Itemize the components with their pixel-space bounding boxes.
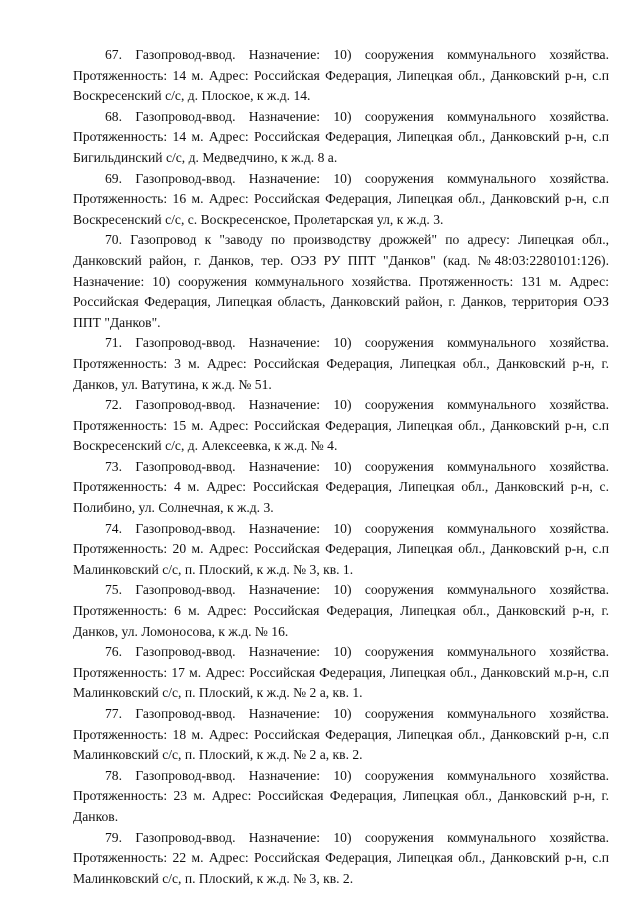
paragraph-item-71: 71. Газопровод-ввод. Назначение: 10) сооружения коммунального хозяйства. Протяженность: 3 м. Адрес: Российская Федерация, Липецкая обл., Данковский р-н, г. Данков, ул. Ватутина, к ж.д. № 51. — [73, 335, 609, 392]
paragraph-item-73: 73. Газопровод-ввод. Назначение: 10) сооружения коммунального хозяйства. Протяженность: 4 м. Адрес: Российская Федерация, Липецкая обл., Данковский р-н, с. Полибино, ул. Солнечная, к ж.д. 3. — [73, 458, 609, 516]
paragraph-item-67: 67. Газопровод-ввод. Назначение: 10) сооружения коммунального хозяйства. Протяженность: 14 м. Адрес: Российская Федерация, Липецкая обл., Данковский р-н, с.п Воскресенский с/с, д. Плоское, к ж.д. 14. — [73, 47, 609, 104]
paragraph-item-70: 70. Газопровод к "заводу по производству дрожжей" по адресу: Липецкая обл., Данковский район, г. Данков, тер. ОЭЗ РУ ППТ "Данков" (кад. №48:03:2280101:126). Назначение: 10) сооружения коммунального хозяйства. Протяженность: 131 м. Адрес: Российская Федерация, Липецкая область, Данковский район, г. Данков, территория ОЭЗ ППТ "Данков". — [73, 232, 609, 330]
paragraph-item-69: 69. Газопровод-ввод. Назначение: 10) сооружения коммунального хозяйства. Протяженность: 16 м. Адрес: Российская Федерация, Липецкая обл., Данковский р-н, с.п Воскресенский с/с, с. Воскресенское, Пролетарская ул, к ж.д. 3. — [73, 170, 609, 227]
paragraph-item-76: 76. Газопровод-ввод. Назначение: 10) сооружения коммунального хозяйства. Протяженность: 17 м. Адрес: Российская Федерация, Липецкая обл., Данковский м.р-н, с.п Малинковский с/с, п. Плоский, к ж.д. № 2 а, кв. 1. — [73, 644, 609, 701]
paragraph-item-72: 72. Газопровод-ввод. Назначение: 10) сооружения коммунального хозяйства. Протяженность: 15 м. Адрес: Российская Федерация, Липецкая обл., Данковский р-н, с.п Воскресенский с/с, д. Алексеевка, к ж.д. № 4. — [73, 397, 609, 454]
paragraph-item-79: 79. Газопровод-ввод. Назначение: 10) сооружения коммунального хозяйства. Протяженность: 22 м. Адрес: Российская Федерация, Липецкая обл., Данковский р-н, с.п Малинковский с/с, п. Плоский, к ж.д. № 3, кв. 2. — [73, 829, 609, 886]
paragraph-item-77: 77. Газопровод-ввод. Назначение: 10) сооружения коммунального хозяйства. Протяженность: 18 м. Адрес: Российская Федерация, Липецкая обл., Данковский р-н, с.п Малинковский с/с, п. Плоский, к ж.д. № 2 а, кв. 2. — [73, 706, 609, 763]
paragraph-item-78: 78. Газопровод-ввод. Назначение: 10) сооружения коммунального хозяйства. Протяженность: 23 м. Адрес: Российская Федерация, Липецкая обл., Данковский р-н, г. Данков. — [73, 767, 609, 824]
paragraph-item-74: 74. Газопровод-ввод. Назначение: 10) сооружения коммунального хозяйства. Протяженность: 20 м. Адрес: Российская Федерация, Липецкая обл., Данковский р-н, с.п Малинковский с/с, п. Плоский, к ж.д. № 3, кв. 1. — [73, 520, 609, 577]
paragraph-item-75: 75. Газопровод-ввод. Назначение: 10) сооружения коммунального хозяйства. Протяженность: 6 м. Адрес: Российская Федерация, Липецкая обл., Данковский р-н, г. Данков, ул. Ломоносова, к ж.д. № 16. — [73, 582, 609, 639]
paragraph-item-68: 68. Газопровод-ввод. Назначение: 10) сооружения коммунального хозяйства. Протяженность: 14 м. Адрес: Российская Федерация, Липецкая обл., Данковский р-н, с.п Бигильдинский с/с, д. Медведчино, к ж.д. 8 а. — [73, 108, 609, 165]
